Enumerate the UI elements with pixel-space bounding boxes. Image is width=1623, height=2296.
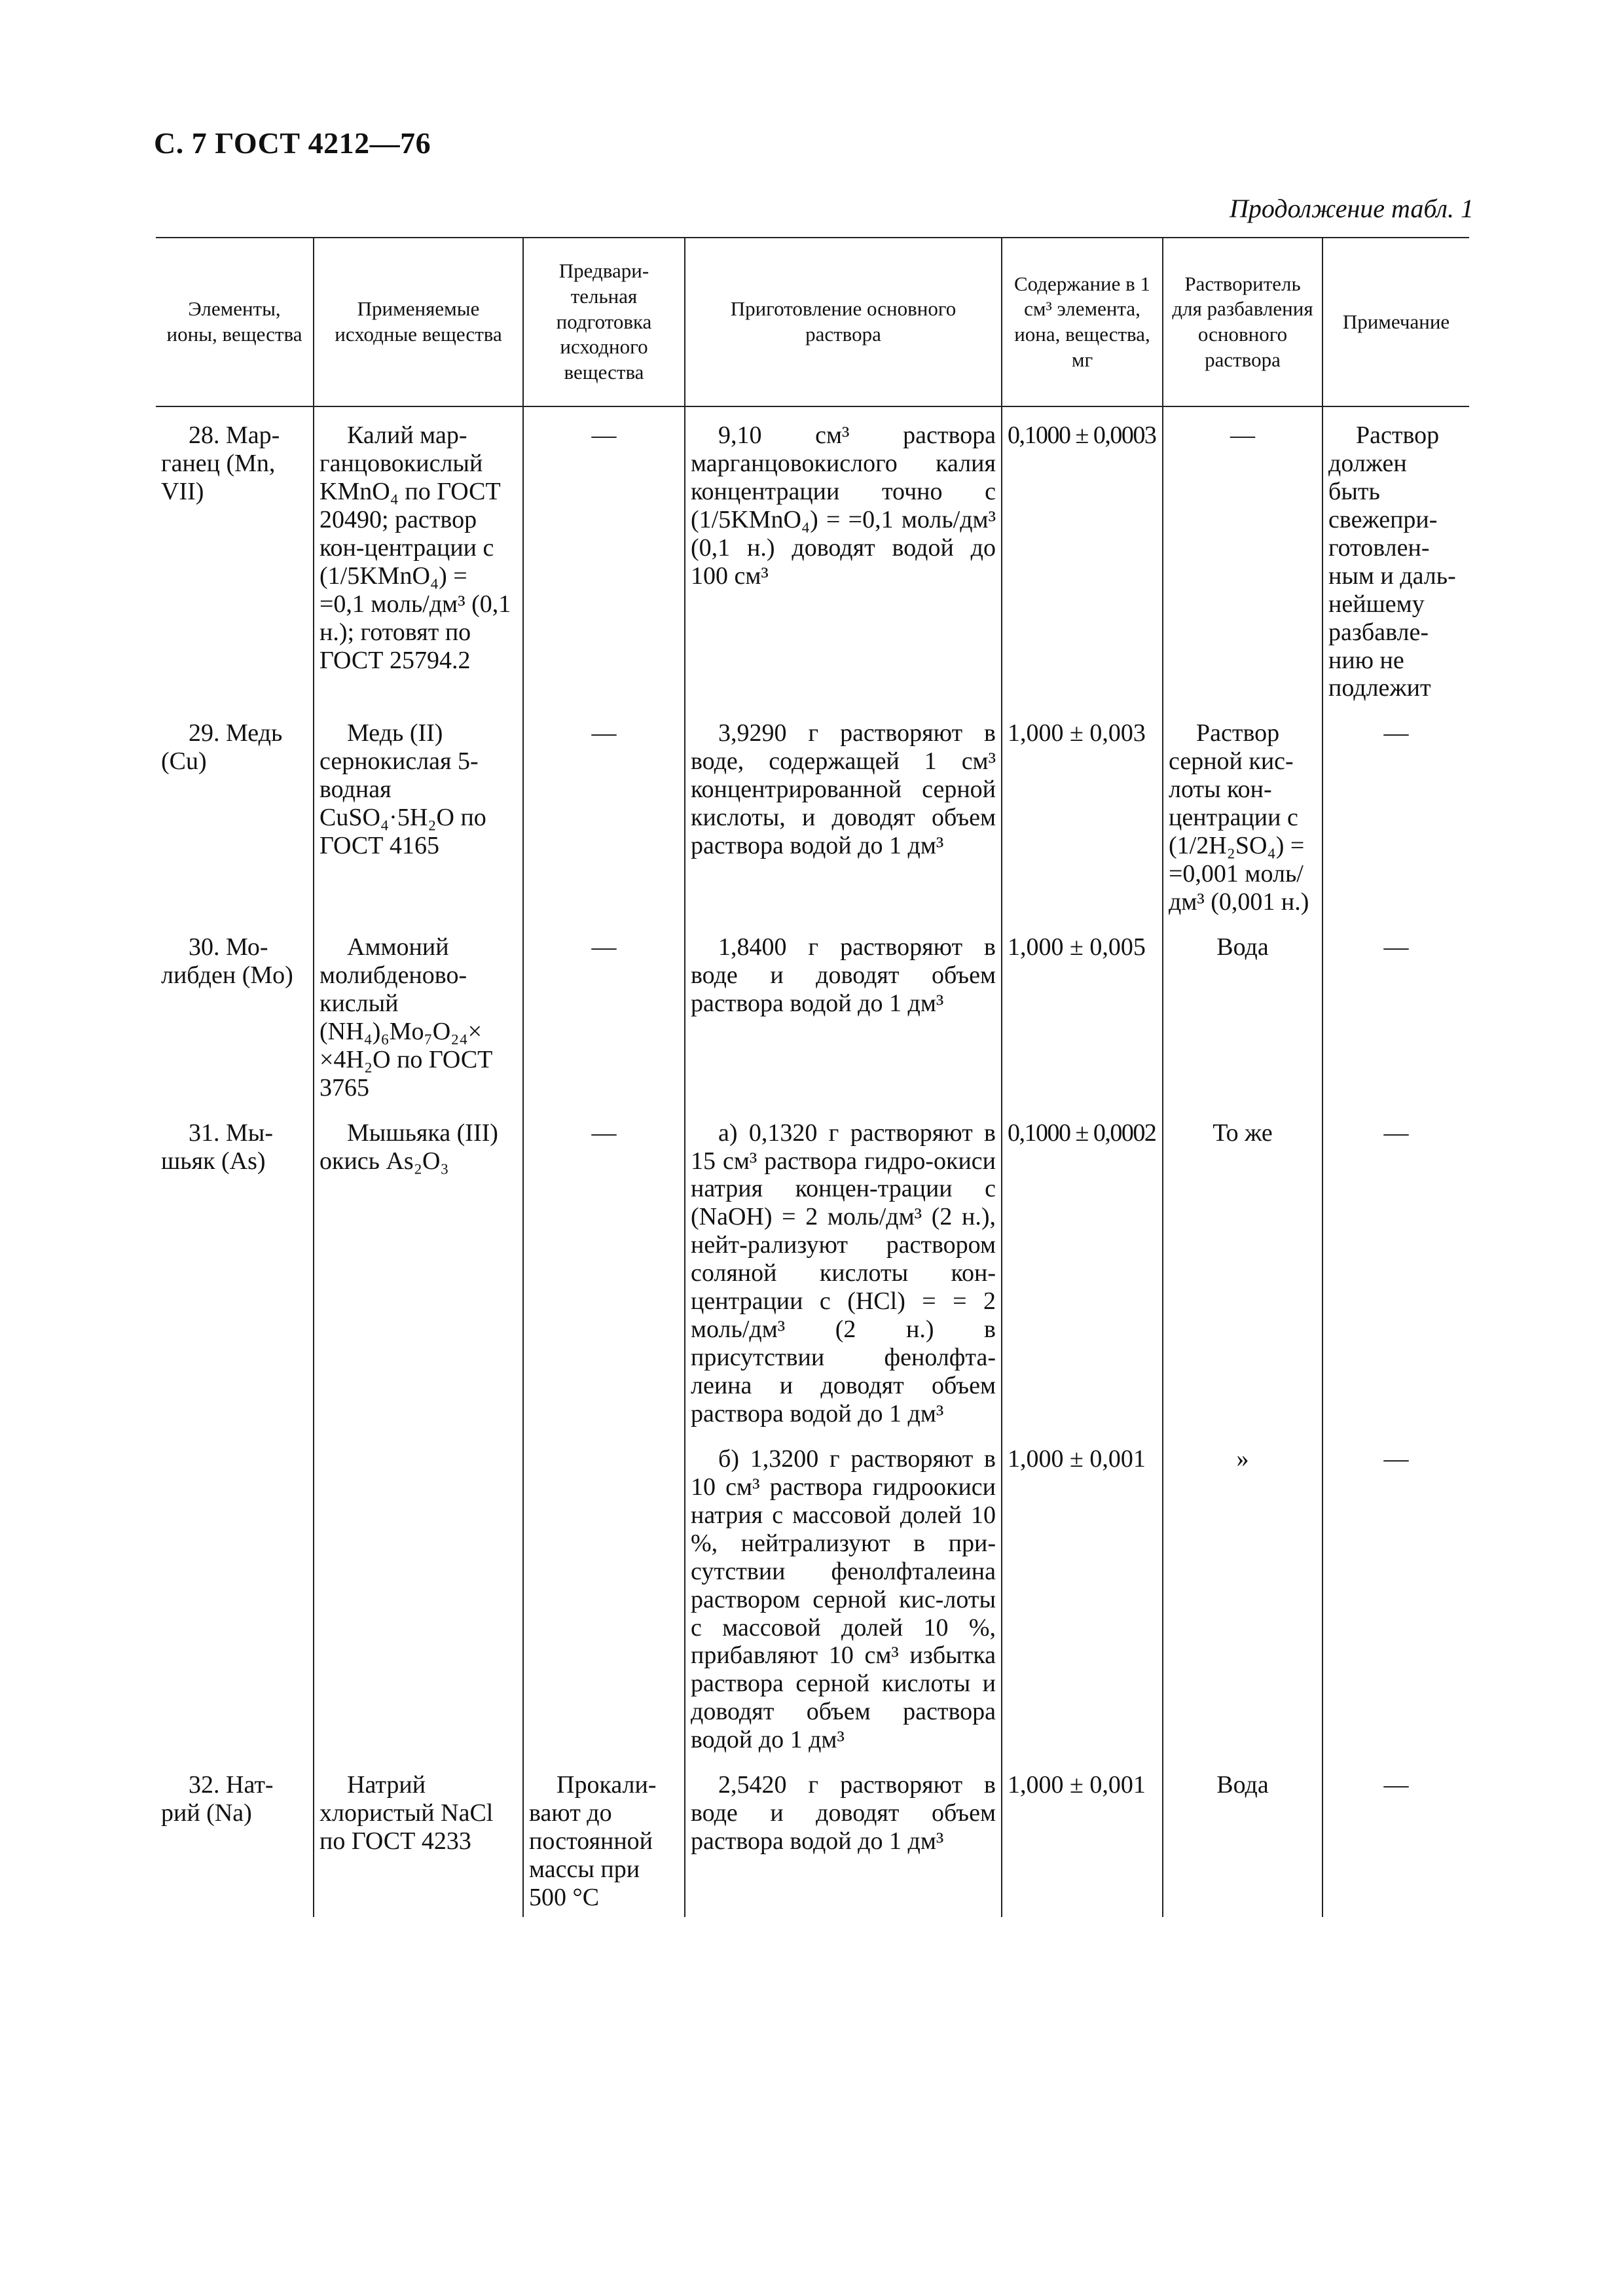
table-row — [156, 406, 1469, 705]
cell-preparation: б) 1,3200 г растворяют в 10 см³ раствора гидроокиси натрия с массовой долей 10 %, нейтрализуют в при-сутствии фенолфталеина раствором серной кис-лоты с массовой долей 10 %, прибавляют 10 см³ избытка раствора серной кислоты и доводят объем раствора водой до 1 дм³ — [685, 1431, 1002, 1757]
table-row — [156, 1105, 1469, 1431]
cell-source: Калий мар-ганцовокислый KMnO₄ по ГОСТ 20490; раствор кон-центрации c (1/5KMnO₄) = =0,1 моль/дм³ (0,1 н.); готовят по ГОСТ 25794.2 — [314, 406, 523, 705]
cell-pretreatment: — — [523, 919, 685, 1105]
col-header-solvent: Растворитель для разбавления основного раствора — [1163, 238, 1322, 406]
cell-note: — — [1322, 1431, 1469, 1757]
cell-source: Медь (II) сернокислая 5-водная CuSO₄·5H₂O по ГОСТ 4165 — [314, 705, 523, 919]
cell-note: Раствор должен быть свежепри-готовлен-ным и даль-нейшему разбавле-нию не подлежит — [1322, 406, 1469, 705]
cell-content: 1,000 ± 0,005 — [1002, 919, 1163, 1105]
col-header-pretreatment: Предвари-тельная подготовка исходного вещества — [523, 238, 685, 406]
standard-solutions-table — [156, 237, 1469, 1917]
cell-preparation: 1,8400 г растворяют в воде и доводят объем раствора водой до 1 дм³ — [685, 919, 1002, 1105]
cell-pretreatment: — — [523, 406, 685, 705]
table-continuation-label: Продолжение табл. 1 — [1229, 194, 1474, 223]
table-row — [156, 1757, 1469, 1917]
cell-pretreatment: — — [523, 705, 685, 919]
cell-solvent: Вода — [1163, 1757, 1322, 1917]
cell-content: 0,1000 ± 0,0003 — [1002, 406, 1163, 705]
cell-solvent: — — [1163, 406, 1322, 705]
cell-solvent: Раствор серной кис-лоты кон-центрации c (1/2H₂SO₄) = =0,001 моль/дм³ (0,001 н.) — [1163, 705, 1322, 919]
cell-solvent: То же — [1163, 1105, 1322, 1431]
cell-element: 31. Мы-шьяк (As) — [161, 1119, 273, 1175]
cell-content: 1,000 ± 0,001 — [1002, 1431, 1163, 1757]
cell-pretreatment: — — [523, 1105, 685, 1431]
col-header-preparation: Приготовление основного раствора — [685, 238, 1002, 406]
cell-preparation: 3,9290 г растворяют в воде, содержащей 1 см³ концентрированной серной кислоты, и доводят объем раствора водой до 1 дм³ — [685, 705, 1002, 919]
cell-element: 30. Мо-либден (Mo) — [161, 933, 293, 989]
table-row — [156, 919, 1469, 1105]
cell-content: 1,000 ± 0,001 — [1002, 1757, 1163, 1917]
cell-note: — — [1322, 705, 1469, 919]
cell-note: — — [1322, 1757, 1469, 1917]
table-row — [156, 705, 1469, 919]
cell-preparation: а) 0,1320 г растворяют в 15 см³ раствора гидро-окиси натрия концен-трации c (NaOH) = 2 моль/дм³ (2 н.), нейт-рализуют раствором соляной кислоты кон-центрации c (HCl) = = 2 моль/дм³ (2 н.) в присутствии фенолфта-леина и доводят объем раствора водой до 1 дм³ — [685, 1105, 1002, 1431]
cell-solvent: Вода — [1163, 919, 1322, 1105]
cell-pretreatment: Прокали-вают до постоянной массы при 500 °C — [523, 1757, 685, 1917]
cell-content: 0,1000 ± 0,0002 — [1002, 1105, 1163, 1431]
cell-content: 1,000 ± 0,003 — [1002, 705, 1163, 919]
cell-element: 32. Нат-рий (Na) — [161, 1771, 274, 1827]
cell-note: — — [1322, 1105, 1469, 1431]
cell-solvent: » — [1163, 1431, 1322, 1757]
cell-note: — — [1322, 919, 1469, 1105]
col-header-note: Примечание — [1322, 238, 1469, 406]
cell-source — [314, 1431, 523, 1757]
cell-source: Аммоний молибденово-кислый (NH₄)₆Mo₇O₂₄× ×4H₂O по ГОСТ 3765 — [314, 919, 523, 1105]
cell-element: 29. Медь (Cu) — [161, 719, 283, 776]
table-row — [156, 1431, 1469, 1757]
cell-element: 28. Мар-ганец (Mn, VII) — [161, 422, 280, 505]
page-header: С. 7 ГОСТ 4212—76 — [154, 126, 431, 160]
col-header-source: Применяемые исходные вещества — [314, 238, 523, 406]
cell-source: Мышьяка (III) окись As₂O₃ — [314, 1105, 523, 1431]
cell-element — [156, 1431, 314, 1757]
table-header-row — [156, 238, 1469, 406]
cell-pretreatment — [523, 1431, 685, 1757]
cell-preparation: 2,5420 г растворяют в воде и доводят объем раствора водой до 1 дм³ — [685, 1757, 1002, 1917]
col-header-element: Элементы, ионы, вещества — [156, 238, 314, 406]
cell-source: Натрий хлористый NaCl по ГОСТ 4233 — [314, 1757, 523, 1917]
col-header-content: Содержание в 1 см³ элемента, иона, вещества, мг — [1002, 238, 1163, 406]
cell-preparation: 9,10 см³ раствора марганцовокислого калия концентрации точно c (1/5KMnO₄) = =0,1 моль/дм³ (0,1 н.) доводят водой до 100 см³ — [685, 406, 1002, 705]
